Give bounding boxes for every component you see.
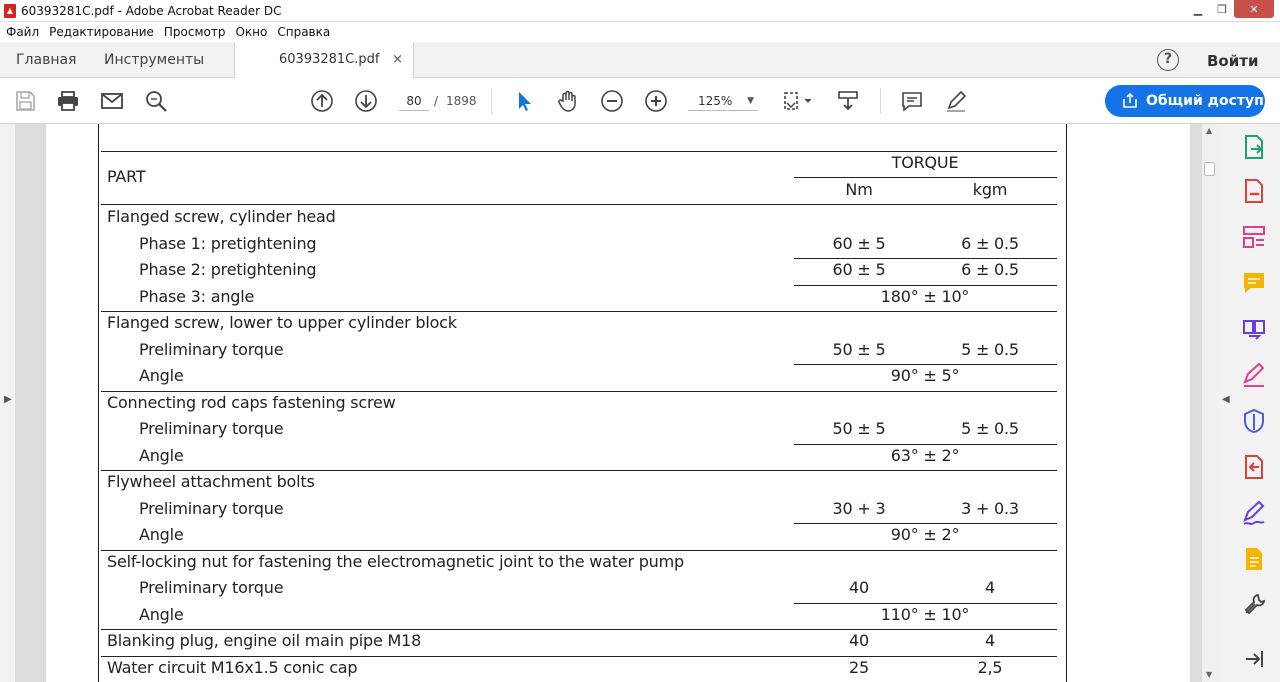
next-page-icon[interactable] (353, 88, 379, 114)
create-pdf-icon[interactable] (1241, 178, 1267, 204)
row-group-rule (101, 311, 1057, 312)
send-for-signature-icon[interactable] (1241, 500, 1267, 526)
close-tab-icon[interactable]: × (392, 52, 403, 67)
export-pdf-icon[interactable] (1241, 134, 1267, 160)
table-row-part: Water circuit M16x1.5 conic cap (107, 657, 358, 677)
table-row-kgm: 5 ± 0.5 (961, 339, 1019, 359)
restore-button[interactable]: ❐ (1217, 2, 1227, 16)
tab-bar (0, 42, 1280, 78)
table-row-angle: 63° ± 2° (890, 445, 960, 465)
toolbar-divider (880, 88, 881, 114)
row-group-rule (101, 391, 1057, 392)
vertical-scrollbar[interactable] (1201, 124, 1217, 682)
table-row-nm: 30 + 3 (832, 498, 886, 518)
row-sub-rule (794, 364, 1057, 365)
menu-window[interactable]: Окно (235, 25, 268, 39)
column-header-torque: TORQUE (891, 153, 959, 172)
minimize-button[interactable]: ▁ (1193, 2, 1203, 16)
menu-view[interactable]: Просмотр (163, 25, 226, 39)
table-row-part: Phase 1: pretightening (139, 233, 317, 253)
page-total: 1898 (446, 94, 477, 108)
table-row-part: Connecting rod caps fastening screw (107, 392, 396, 412)
fill-sign-icon[interactable] (1241, 362, 1267, 388)
table-row-nm: 25 (849, 657, 869, 677)
comment-tool-icon[interactable] (1241, 270, 1267, 296)
table-row-kgm: 6 ± 0.5 (961, 260, 1019, 279)
prev-page-icon[interactable] (309, 88, 335, 114)
combine-files-icon[interactable] (1241, 316, 1267, 342)
tab-tools[interactable]: Инструменты (104, 52, 205, 68)
email-icon[interactable] (99, 88, 125, 114)
edit-pdf-icon[interactable] (1241, 546, 1267, 572)
share-icon (1122, 93, 1138, 109)
print-icon[interactable] (55, 88, 81, 114)
row-sub-rule (794, 258, 1057, 259)
table-row-part: Phase 3: angle (139, 286, 255, 306)
table-row-part: Flywheel attachment bolts (107, 472, 315, 491)
comment-icon[interactable] (899, 88, 925, 114)
table-row-kgm: 2,5 (977, 657, 1003, 677)
search-icon[interactable] (143, 88, 169, 114)
scroll-up-icon[interactable]: ▲ (1206, 126, 1213, 135)
table-row-part: Angle (139, 604, 184, 624)
zoom-value: 125% (698, 94, 733, 108)
protect-icon[interactable] (1241, 408, 1267, 434)
table-row-nm: 50 ± 5 (832, 419, 886, 438)
table-row-part: Preliminary torque (139, 498, 284, 518)
table-row-part: Preliminary torque (139, 339, 284, 359)
toolbar-divider (491, 88, 492, 114)
page-number-input[interactable]: 80 (399, 91, 429, 111)
table-row-part: Phase 2: pretightening (139, 260, 317, 279)
table-row-nm: 40 (849, 578, 869, 597)
expand-left-panel-icon[interactable]: ▶ (4, 394, 12, 405)
row-sub-rule (794, 523, 1057, 524)
table-row-kgm: 4 (985, 631, 995, 650)
table-row-part: Flanged screw, lower to upper cylinder block (107, 313, 457, 332)
column-header-nm: Nm (845, 180, 873, 199)
share-label: Общий доступ (1146, 93, 1264, 109)
collapse-right-panel-icon[interactable]: ◀ (1222, 394, 1230, 405)
document-viewer[interactable] (16, 124, 1201, 682)
table-row-part: Angle (139, 445, 184, 465)
table-row-nm: 60 ± 5 (832, 260, 886, 279)
compress-pdf-icon[interactable] (1241, 454, 1267, 480)
table-row-part: Angle (139, 525, 184, 544)
table-row-nm: 40 (849, 631, 869, 650)
table-row-angle: 90° ± 5° (890, 366, 960, 385)
table-row-nm: 50 ± 5 (832, 339, 886, 359)
table-row-nm: 60 ± 5 (832, 233, 886, 253)
header-bottom-rule (101, 204, 1057, 205)
row-sub-rule (794, 603, 1057, 604)
table-row-part: Blanking plug, engine oil main pipe M18 (107, 631, 422, 650)
window-controls (1186, 0, 1274, 20)
zoom-in-icon[interactable] (643, 88, 669, 114)
tab-document[interactable] (234, 42, 414, 79)
hand-icon[interactable] (555, 88, 581, 114)
toolbar (0, 78, 1280, 124)
pen-icon[interactable] (943, 88, 969, 114)
table-row-angle: 110° ± 10° (880, 604, 970, 624)
row-group-rule (101, 656, 1057, 657)
row-sub-rule (794, 285, 1057, 286)
signin-button[interactable]: Войти (1207, 52, 1259, 70)
title-bar (0, 0, 1280, 22)
more-tools-icon[interactable] (1241, 592, 1267, 618)
menu-bar (0, 22, 1280, 42)
table-row-kgm: 5 ± 0.5 (961, 419, 1019, 438)
table-row-kgm: 6 ± 0.5 (961, 233, 1019, 253)
menu-help[interactable]: Справка (277, 25, 331, 39)
column-header-kgm: kgm (972, 180, 1008, 199)
menu-edit[interactable]: Редактирование (49, 25, 154, 39)
table-row-part: Preliminary torque (139, 578, 284, 597)
document-tab-label: 60393281C.pdf (279, 52, 380, 67)
table-row-part: Preliminary torque (139, 419, 284, 438)
save-icon[interactable] (12, 88, 38, 114)
chevron-down-icon: ▼ (747, 96, 754, 106)
row-group-rule (101, 470, 1057, 471)
table-row-kgm: 4 (985, 578, 995, 597)
zoom-select[interactable] (688, 91, 758, 111)
tab-home[interactable]: Главная (16, 52, 77, 68)
table-row-part: Angle (139, 366, 184, 385)
table-top-rule (101, 151, 1057, 152)
table-row-kgm: 3 + 0.3 (961, 498, 1019, 518)
table-row-part: Self-locking nut for fastening the electromagnetic joint to the water pump (107, 551, 684, 571)
page-separator: / (434, 94, 439, 108)
close-button[interactable]: ✕ (1234, 0, 1274, 18)
row-group-rule (101, 629, 1057, 630)
scroll-mode-icon[interactable] (835, 88, 861, 114)
table-row-angle: 180° ± 10° (880, 286, 970, 306)
expand-panel-icon[interactable] (1241, 646, 1267, 672)
pdf-app-icon: ▲ (4, 4, 16, 18)
row-sub-rule (794, 444, 1057, 445)
table-row-part: Flanged screw, cylinder head (107, 207, 336, 226)
zoom-out-icon[interactable] (599, 88, 625, 114)
organize-pages-icon[interactable] (1241, 224, 1267, 250)
torque-header-rule (794, 177, 1057, 178)
row-group-rule (101, 550, 1057, 551)
window-title: 60393281C.pdf - Adobe Acrobat Reader DC (21, 3, 282, 18)
scroll-down-icon[interactable]: ▼ (1206, 670, 1213, 679)
right-tools-panel (1217, 124, 1280, 682)
column-header-part: PART (107, 167, 146, 186)
menu-file[interactable]: Файл (6, 25, 40, 39)
left-panel-strip (0, 124, 16, 682)
page-fit-icon[interactable] (780, 88, 816, 114)
select-arrow-icon[interactable] (511, 88, 537, 114)
pdf-page (46, 124, 1190, 682)
scrollbar-thumb[interactable] (1204, 162, 1215, 176)
share-button[interactable] (1105, 85, 1265, 117)
table-row-angle: 90° ± 2° (890, 525, 960, 544)
help-icon[interactable]: ? (1157, 49, 1179, 71)
